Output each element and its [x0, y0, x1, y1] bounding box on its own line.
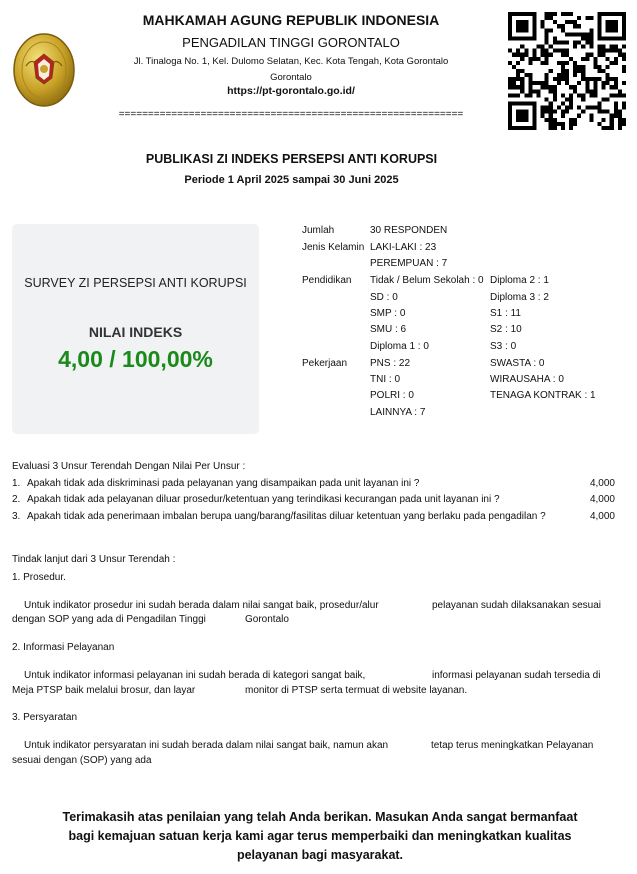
followup-text: pelayanan sudah dilaksanakan sesuai	[432, 600, 602, 611]
gender-label: Jenis Kelamin	[302, 242, 365, 253]
followup-text: Gorontalo	[245, 614, 289, 625]
evaluation-number: 1.	[12, 478, 21, 489]
job-item: POLRI : 0	[370, 390, 414, 401]
evaluation-question: Apakah tidak ada pelayanan diluar prosedur/ketentuan yang terindikasi kecurangan pada unit layanan ini ?	[27, 494, 500, 505]
followup-heading: Tindak lanjut dari 3 Unsur Terendah :	[12, 554, 176, 565]
institution-name: MAHKAMAH AGUNG REPUBLIK INDONESIA	[142, 12, 440, 28]
followup-section-title: 2. Informasi Pelayanan	[12, 642, 115, 653]
education-item: S3 : 0	[490, 341, 517, 352]
evaluation-number: 3.	[12, 511, 21, 522]
evaluation-heading: Evaluasi 3 Unsur Terendah Dengan Nilai Per Unsur :	[12, 461, 246, 472]
index-value: 4,00 / 100,00%	[58, 346, 213, 372]
job-item: WIRAUSAHA : 0	[490, 374, 564, 385]
job-item: SWASTA : 0	[490, 358, 545, 369]
followup-text: Untuk indikator informasi pelayanan ini sudah berada di kategori sangat baik,	[24, 670, 366, 681]
jumlah-label: Jumlah	[302, 225, 335, 236]
publication-title: PUBLIKASI ZI INDEKS PERSEPSI ANTI KORUPSI	[145, 152, 438, 166]
followup-section-title: 3. Persyaratan	[12, 712, 78, 723]
evaluation-question: Apakah tidak ada diskriminasi pada pelayanan yang disampaikan pada unit layanan ini ?	[27, 478, 420, 489]
court-emblem-icon	[12, 32, 76, 108]
followup-text: sesuai dengan (SOP) yang ada	[12, 755, 152, 766]
publication-period: Periode 1 April 2025 sampai 30 Juni 2025	[184, 174, 399, 186]
education-item: SMP : 0	[370, 308, 406, 319]
evaluation-question: Apakah tidak ada penerimaan imbalan berupa uang/barang/fasilitas diluar ketentuan yang berlaku pada pengadilan ?	[27, 511, 546, 522]
education-item: Diploma 2 : 1	[490, 275, 549, 286]
card-title: SURVEY ZI PERSEPSI ANTI KORUPSI	[24, 276, 247, 290]
job-item: TNI : 0	[370, 374, 401, 385]
job-item: TENAGA KONTRAK : 1	[490, 390, 596, 401]
court-address: Jl. Tinaloga No. 1, Kel. Dulomo Selatan, Kec. Kota Tengah, Kota Gorontalo Gorontalo	[133, 56, 449, 83]
education-item: S1 : 11	[490, 308, 521, 319]
qr-code-icon	[508, 12, 626, 130]
education-label: Pendidikan	[302, 275, 352, 286]
gender-female: PEREMPUAN : 7	[370, 258, 448, 269]
education-item: S2 : 10	[490, 324, 522, 335]
court-name: PENGADILAN TINGGI GORONTALO	[182, 35, 400, 50]
evaluation-score: 4,000	[589, 478, 615, 489]
closing-message: Terimakasih atas penilaian yang telah Anda berikan. Masukan Anda sangat bermanfaat bagi kemajuan satuan kerja kami agar terus memperbaiki dan meningkatkan kualitas pelayanan bagi masyarakat.	[62, 810, 578, 862]
index-summary-card	[12, 224, 259, 434]
job-item: LAINNYA : 7	[370, 407, 426, 418]
education-item: Diploma 3 : 2	[490, 292, 549, 303]
education-item: Diploma 1 : 0	[370, 341, 429, 352]
header-separator: ===========================================================	[118, 109, 464, 120]
followup-text: dengan SOP yang ada di Pengadilan Tinggi	[12, 614, 206, 625]
followup-text: Meja PTSP baik melalui brosur, dan layar	[12, 685, 196, 696]
followup-text: monitor di PTSP serta termuat di website layanan.	[245, 685, 468, 696]
evaluation-score: 4,000	[589, 494, 615, 505]
education-item: SMU : 6	[370, 324, 407, 335]
court-website-link[interactable]: https://pt-gorontalo.go.id/	[227, 85, 355, 97]
evaluation-number: 2.	[12, 494, 21, 505]
job-label: Pekerjaan	[302, 358, 348, 369]
card-label: NILAI INDEKS	[88, 324, 183, 340]
gender-male: LAKI-LAKI : 23	[370, 242, 437, 253]
followup-text: Untuk indikator prosedur ini sudah berada dalam nilai sangat baik, prosedur/alur	[24, 600, 379, 611]
education-item: SD : 0	[370, 292, 398, 303]
followup-text: Untuk indikator persyaratan ini sudah berada dalam nilai sangat baik, namun akan	[24, 740, 389, 751]
education-item: Tidak / Belum Sekolah : 0	[370, 275, 484, 286]
evaluation-score: 4,000	[589, 511, 615, 522]
jumlah-value: 30 RESPONDEN	[370, 225, 448, 236]
followup-section-title: 1. Prosedur.	[12, 572, 66, 583]
followup-text: tetap terus meningkatkan Pelayanan	[431, 740, 594, 751]
job-item: PNS : 22	[370, 358, 411, 369]
followup-text: informasi pelayanan sudah tersedia di	[432, 670, 601, 681]
